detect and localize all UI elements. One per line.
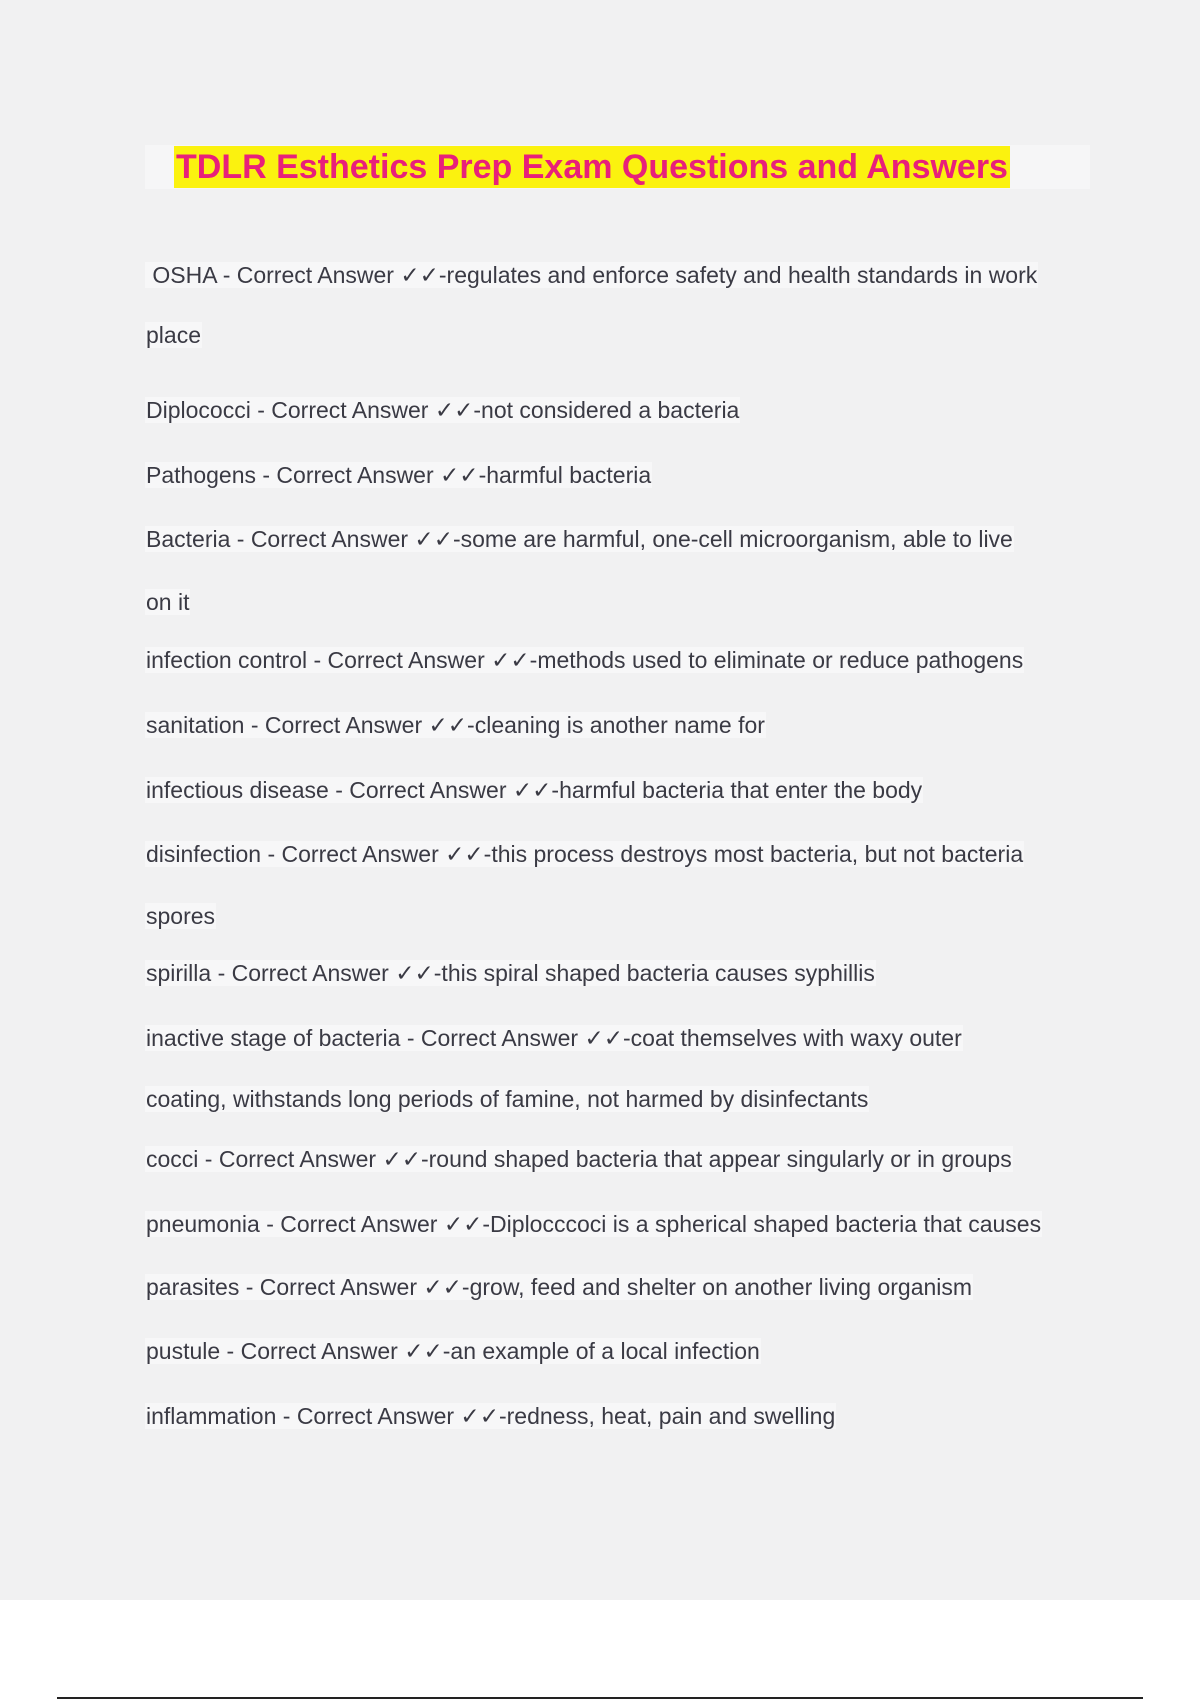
qa-line: OSHA - Correct Answer ✓✓-regulates and enforce safety and health standards in work [146,262,1038,288]
qa-line: sanitation - Correct Answer ✓✓-cleaning is another name for [146,712,765,738]
qa-line: parasites - Correct Answer ✓✓-grow, feed and shelter on another living organism [146,1274,973,1300]
qa-line: spores [146,903,216,929]
qa-line: cocci - Correct Answer ✓✓-round shaped bacteria that appear singularly or in groups [146,1146,1012,1172]
qa-line: Diplococci - Correct Answer ✓✓-not considered a bacteria [146,397,740,423]
document-title: TDLR Esthetics Prep Exam Questions and Answers [176,148,1008,186]
qa-line: pustule - Correct Answer ✓✓-an example of a local infection [146,1338,760,1364]
qa-line: disinfection - Correct Answer ✓✓-this process destroys most bacteria, but not bacteria [146,841,1024,867]
qa-line: Pathogens - Correct Answer ✓✓-harmful bacteria [146,462,652,488]
qa-line: Bacteria - Correct Answer ✓✓-some are harmful, one-cell microorganism, able to live [146,526,1013,552]
qa-line: on it [146,589,190,615]
qa-line: spirilla - Correct Answer ✓✓-this spiral shaped bacteria causes syphillis [146,960,875,986]
qa-line: infection control - Correct Answer ✓✓-methods used to eliminate or reduce pathogens [146,647,1024,673]
qa-line: inflammation - Correct Answer ✓✓-redness, heat, pain and swelling [146,1403,836,1429]
qa-line: inactive stage of bacteria - Correct Answer ✓✓-coat themselves with waxy outer [146,1025,962,1051]
qa-line: infectious disease - Correct Answer ✓✓-harmful bacteria that enter the body [146,777,923,803]
qa-line: coating, withstands long periods of famine, not harmed by disinfectants [146,1086,869,1112]
qa-line: place [146,322,201,348]
page-divider [57,1697,1143,1699]
qa-line: pneumonia - Correct Answer ✓✓-Diplocccoci is a spherical shaped bacteria that causes [146,1211,1042,1237]
